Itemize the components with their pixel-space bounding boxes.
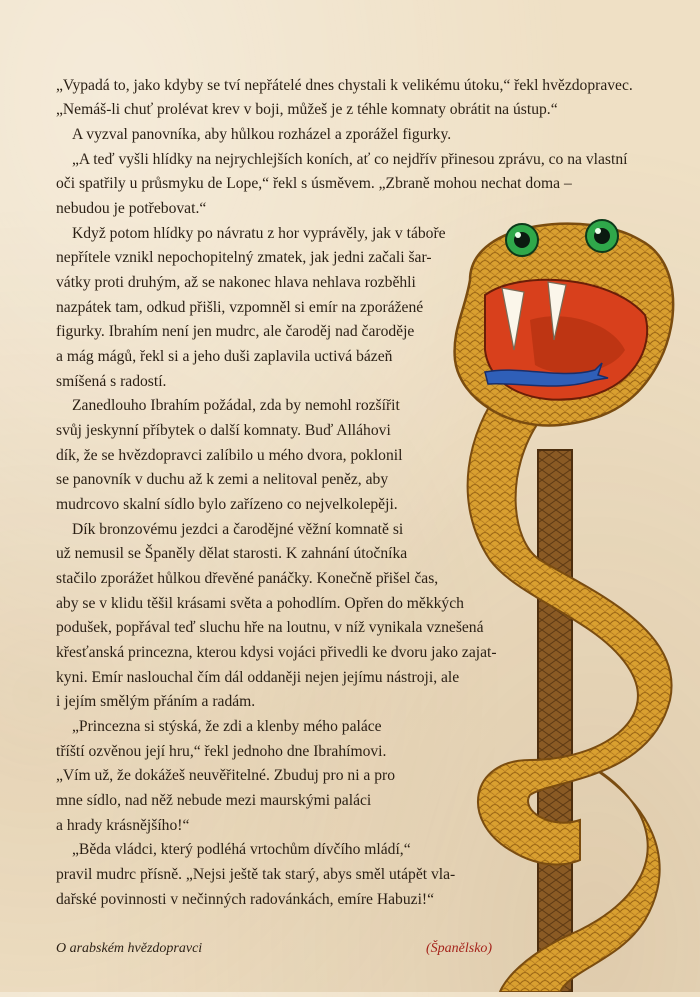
text-line: nazpátek tam, odkud přišli, vzpomněl si emír na zporážené — [56, 299, 424, 316]
text-line: křesťanská princezna, kterou kdysi vojáci přivedli ke dvoru jako zajat- — [56, 644, 497, 661]
text-line: stačilo zporážet hůlkou dřevěné panáčky. Konečně přišel čas, — [56, 570, 439, 587]
staff — [538, 450, 572, 992]
text-line: „Vypadá to, jako kdyby se tví nepřátelé dnes chystali k velikému útoku,“ řekl hvězdopravec. — [56, 77, 633, 94]
text-line: už nemusil se Španěly dělat starosti. K zahnání útočníka — [56, 545, 408, 562]
text-line: A vyzval panovníka, aby hůlkou rozházel a zporážel figurky. — [72, 126, 452, 143]
text-line: smíšená s radostí. — [56, 373, 167, 390]
text-line: kyni. Emír naslouchal čím dál oddaněji nejen jejímu nástroji, ale — [56, 669, 460, 686]
text-line: Když potom hlídky po návratu z hor vyprávěly, jak v táboře — [72, 225, 446, 242]
text-line: a mág mágů, řekl si a jeho duši zaplavila uctivá bázeň — [56, 348, 393, 365]
text-line: a hrady krásnějšího!“ — [56, 817, 190, 834]
text-line: oči spatřily u průsmyku de Lope,“ řekl s úsměvem. „Zbraně mohou nechat doma – — [56, 175, 572, 192]
text-line: mne sídlo, nad něž nebude mezi maurskými paláci — [56, 792, 372, 809]
text-line: „Princezna si stýská, že zdi a klenby mého paláce — [72, 718, 382, 735]
text-line: dík, že se hvězdopravci zalíbilo u mého dvora, poklonil — [56, 447, 403, 464]
text-line: „Běda vládci, který podléhá vrtochům dívčího mládí,“ — [72, 841, 411, 858]
text-line: Zanedlouho Ibrahím požádal, zda by nemohl rozšířit — [72, 397, 400, 414]
text-line: svůj jeskynní příbytek o další komnaty. Buď Alláhovi — [56, 422, 391, 439]
text-line: aby se v klidu těšil krásami světa a pohodlím. Opřen do měkkých — [56, 595, 464, 612]
text-line: podušek, popřával teď sluchu hře na loutnu, v níž vynikala vznešená — [56, 619, 484, 636]
text-line: pravil mudrc přísně. „Nejsi ještě tak starý, abys směl utápět vla- — [56, 866, 456, 883]
text-line: „A teď vyšli hlídky na nejrychlejších koních, ať co nejdřív přinesou zprávu, co na vlastní — [72, 151, 628, 168]
text-line: nebudou je potřebovat.“ — [56, 200, 207, 217]
text-line: i jejím smělým přáním a radám. — [56, 693, 256, 710]
story-origin: (Španělsko) — [426, 941, 493, 956]
story-title: O arabském hvězdopravci — [56, 941, 203, 956]
text-line: vátky proti druhým, až se nakonec hlava nehlava rozběhli — [56, 274, 416, 291]
text-line: figurky. Ibrahím není jen mudrc, ale čaroděj nad čaroděje — [56, 323, 415, 340]
text-line: nepřítele vznikl nepochopitelný zmatek, jak jedni začali šar- — [56, 249, 432, 266]
text-line: „Nemáš-li chuť prolévat krev v boji, můžeš je z téhle komnaty obrátit na ústup.“ — [56, 101, 558, 118]
golden-snake-coiled-around-staff-icon — [430, 200, 700, 992]
text-line: Dík bronzovému jezdci a čarodějné věžní komnatě si — [72, 521, 404, 538]
text-line: se panovník v duchu až k zemi a nelitoval peněz, aby — [56, 471, 389, 488]
text-line: mudrcovo skalní sídlo bylo zařízeno co nejvelkolepěji. — [56, 496, 398, 513]
text-line: dařské povinnosti v nečinných radovánkách, emíre Habuzi!“ — [56, 891, 435, 908]
snake-staff-illustration — [430, 200, 700, 992]
text-line: „Vím už, že dokážeš neuvěřitelné. Zbuduj pro ni a pro — [56, 767, 396, 784]
text-line: tříští ozvěnou její hru,“ řekl jednoho dne Ibrahímovi. — [56, 743, 387, 760]
